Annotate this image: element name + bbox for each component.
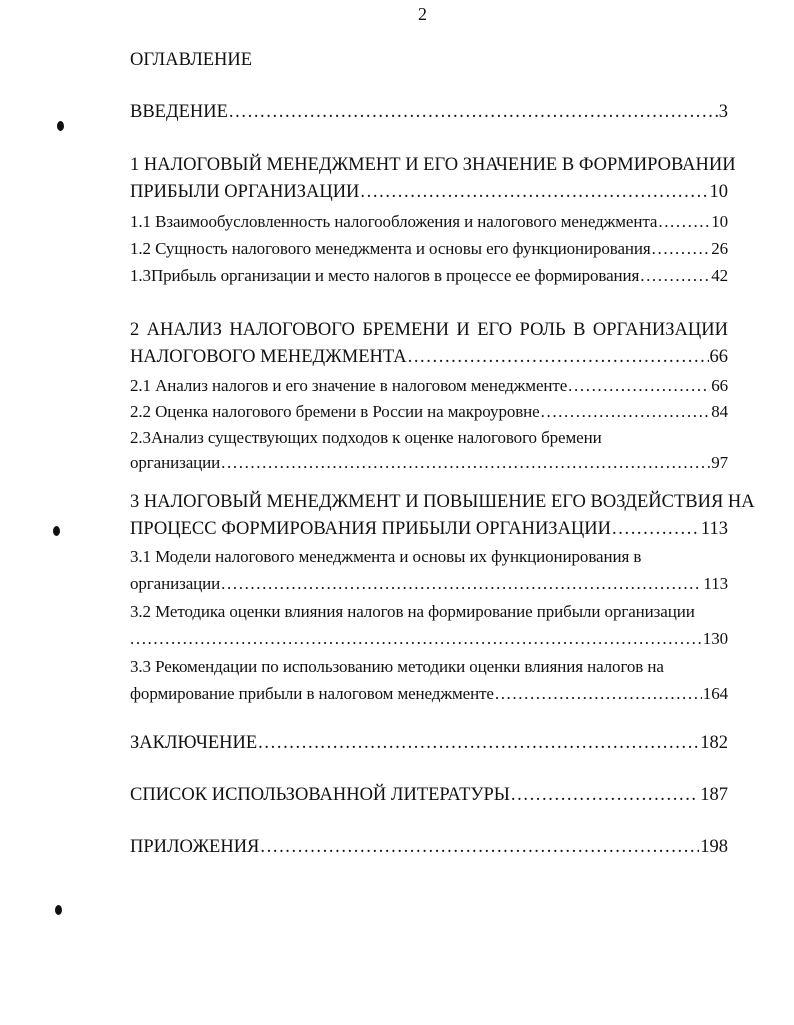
dot-leader [130,627,702,651]
dot-leader [258,731,699,755]
entry-title: организации [130,574,221,593]
toc-section-1-2 [130,237,728,261]
entry-title: СПИСОК ИСПОЛЬЗОВАННОЙ ЛИТЕРАТУРЫ [130,785,510,805]
entry-page: 182 [700,733,728,753]
dot-leader [612,517,700,541]
entry-title: 1.2 Сущность налогового менеджмента и основы его функционирования [130,239,651,258]
entry-title: ПРОЦЕСС ФОРМИРОВАНИЯ ПРИБЫЛИ ОРГАНИЗАЦИИ [130,519,612,539]
dot-leader [408,345,709,369]
entry-title: ЗАКЛЮЧЕНИЕ [130,733,258,753]
dot-leader [652,237,711,261]
entry-title: 3 НАЛОГОВЫЙ МЕНЕДЖМЕНТ И ПОВЫШЕНИЕ ЕГО ВОЗДЕЙСТВИЯ НА [130,492,755,512]
toc-section-2-3-line1 [130,426,728,450]
binding-hole-mark [57,121,64,131]
toc-section-2-2 [130,400,728,424]
toc-section-3-1-line1 [130,545,728,569]
toc-chapter-1-line2 [130,180,728,204]
toc-section-3-3-line2 [130,682,728,706]
toc-entry-references [130,783,728,807]
toc-section-1-1 [130,210,728,234]
entry-title: ПРИБЫЛИ ОРГАНИЗАЦИИ [130,182,360,202]
entry-page: 198 [700,837,728,857]
entry-page: 130 [702,629,728,648]
entry-title: 2.2 Оценка налогового бремени в России на макроуровне [130,402,540,421]
toc-section-1-3 [130,264,728,288]
entry-page: 26 [711,239,728,258]
toc-chapter-3-line1 [130,490,755,514]
toc-section-3-2-line2 [130,627,728,651]
dot-leader [221,451,710,475]
dot-leader [260,835,699,859]
entry-title: 2.3Анализ существующих подходов к оценке налогового бремени [130,428,602,447]
entry-title: 1 НАЛОГОВЫЙ МЕНЕДЖМЕНТ И ЕГО ЗНАЧЕНИЕ В ФОРМИРОВАНИИ [130,155,736,175]
binding-hole-mark [53,526,60,536]
entry-title: организации [130,453,221,472]
binding-hole-mark [55,905,62,915]
dot-leader [360,180,708,204]
entry-page: 10 [711,212,728,231]
entry-page: 66 [709,347,728,367]
entry-title: формирование прибыли в налоговом менеджменте [130,684,494,703]
page-number: 2 [418,4,427,24]
toc-section-2-1 [130,374,728,398]
dot-leader [640,264,710,288]
toc-entry-conclusion [130,731,728,755]
entry-title: ВВЕДЕНИЕ [130,102,228,122]
toc-chapter-1-line1 [130,153,736,177]
toc-heading: ОГЛАВЛЕНИЕ [130,50,253,70]
toc-chapter-3-line2 [130,517,728,541]
toc-section-3-1-line2 [130,572,728,596]
entry-title: 1.3Прибыль организации и место налогов в процессе ее формирования [130,266,640,285]
entry-page: 10 [709,182,728,202]
entry-page: 164 [702,684,728,703]
entry-page: 66 [711,376,728,395]
entry-title: 1.1 Взаимообусловленность налогообложения и налогового менеджмента [130,212,658,231]
toc-chapter-2-line1: 2 АНАЛИЗ НАЛОГОВОГО БРЕМЕНИ И ЕГО РОЛЬ В ОРГАНИЗАЦИИ [130,320,728,340]
entry-title: ПРИЛОЖЕНИЯ [130,837,260,857]
toc-entry-appendix [130,835,728,859]
entry-title: НАЛОГОВОГО МЕНЕДЖМЕНТА [130,347,407,367]
entry-page: 42 [711,266,728,285]
entry-page: 84 [711,402,728,421]
dot-leader [221,572,702,596]
toc-chapter-2-line2 [130,345,728,369]
entry-title: 3.3 Рекомендации по использованию методики оценки влияния налогов на [130,657,664,676]
entry-page: 113 [700,519,728,539]
dot-leader [229,100,718,124]
dot-leader [568,374,710,398]
dot-leader [658,210,710,234]
toc-section-2-3-line2 [130,451,728,475]
entry-title: 3.1 Модели налогового менеджмента и основы их функционирования в [130,547,642,566]
entry-page: 187 [700,785,728,805]
toc-entry-intro [130,100,728,124]
toc-section-3-2-line1 [130,600,728,624]
entry-title: 3.2 Методика оценки влияния налогов на формирование прибыли организации [130,602,695,621]
entry-page: 97 [711,453,728,472]
dot-leader [511,783,699,807]
entry-page: 113 [703,574,728,593]
entry-title: 2.1 Анализ налогов и его значение в налоговом менеджменте [130,376,568,395]
dot-leader [495,682,702,706]
toc-section-3-3-line1 [130,655,728,679]
dot-leader [541,400,711,424]
entry-page: 3 [718,102,728,122]
